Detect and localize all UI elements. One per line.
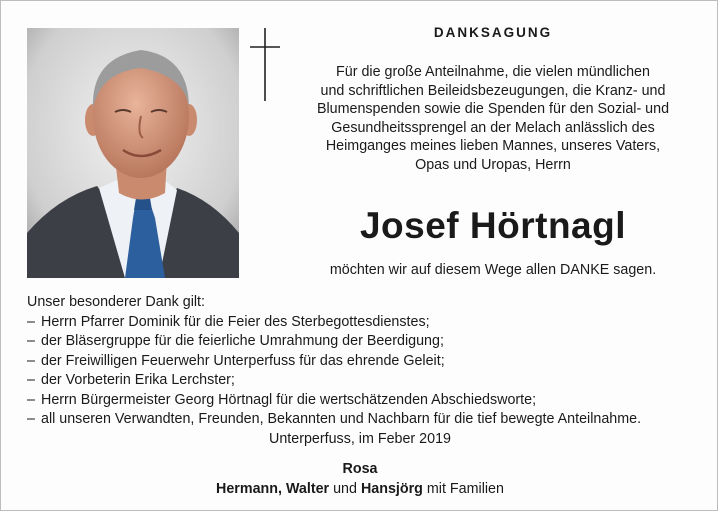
- list-item-text: der Vorbeterin Erika Lerchster;: [41, 372, 235, 388]
- portrait-illustration: [27, 28, 239, 278]
- list-item-text: der Freiwilligen Feuerwehr Unterperfuss für das ehrende Geleit;: [41, 352, 445, 369]
- list-item-text: all unseren Verwandten, Freunden, Bekannten und Nachbarn für die tief bewegte Anteilnahme.: [41, 411, 642, 427]
- item-dash: –: [27, 411, 35, 427]
- signature-connector: und: [333, 481, 357, 497]
- list-item-text: Herrn Bürgermeister Georg Hörtnagl für die wertschätzenden Abschiedsworte;: [41, 391, 537, 408]
- list-item: [27, 391, 707, 411]
- item-dash: –: [27, 333, 35, 349]
- special-thanks: [27, 293, 707, 430]
- intro-line: Gesundheitssprengel an der Melach anlässlich des: [331, 119, 655, 136]
- signature-line-1: Rosa: [342, 461, 378, 477]
- intro-line: und schriftlichen Beileidsbezeugungen, die Kranz- und: [320, 82, 666, 99]
- list-item: [27, 313, 707, 333]
- signature-suffix: mit Familien: [426, 481, 504, 497]
- list-item-text: der Bläsergruppe für die feierliche Umrahmung der Beerdigung;: [41, 333, 444, 349]
- signature-line-2: [1, 481, 719, 497]
- intro-line: Opas und Uropas, Herrn: [415, 156, 571, 173]
- list-item: [27, 371, 707, 391]
- list-item: [27, 332, 707, 352]
- intro-text: [293, 63, 693, 175]
- list-item-text: Herrn Pfarrer Dominik für die Feier des Sterbegottesdienstes;: [41, 313, 430, 330]
- special-heading: Unser besonderer Dank gilt:: [27, 294, 206, 310]
- item-dash: –: [27, 391, 35, 408]
- intro-line: Für die große Anteilnahme, die vielen mündlichen: [336, 64, 650, 80]
- list-item: [27, 410, 707, 430]
- item-dash: –: [27, 372, 35, 388]
- signature-names-b: Hansjörg: [360, 481, 423, 497]
- intro-line: Blumenspenden sowie die Spenden für den Sozial- und: [316, 101, 670, 118]
- thanks-line: möchten wir auf diesem Wege allen DANKE sagen.: [329, 262, 657, 278]
- place-date: Unterperfuss, im Feber 2019: [269, 431, 451, 447]
- list-item: [27, 352, 707, 372]
- intro-line: Heimganges meines lieben Mannes, unseres Vaters,: [325, 138, 661, 155]
- heading: DANKSAGUNG: [433, 25, 553, 40]
- signature-names-a: Hermann, Walter: [216, 481, 330, 497]
- item-dash: –: [27, 313, 35, 330]
- item-dash: –: [27, 352, 35, 369]
- deceased-name: Josef Hörtnagl: [359, 205, 627, 246]
- cross-icon: [248, 28, 282, 101]
- portrait-photo: [27, 28, 239, 278]
